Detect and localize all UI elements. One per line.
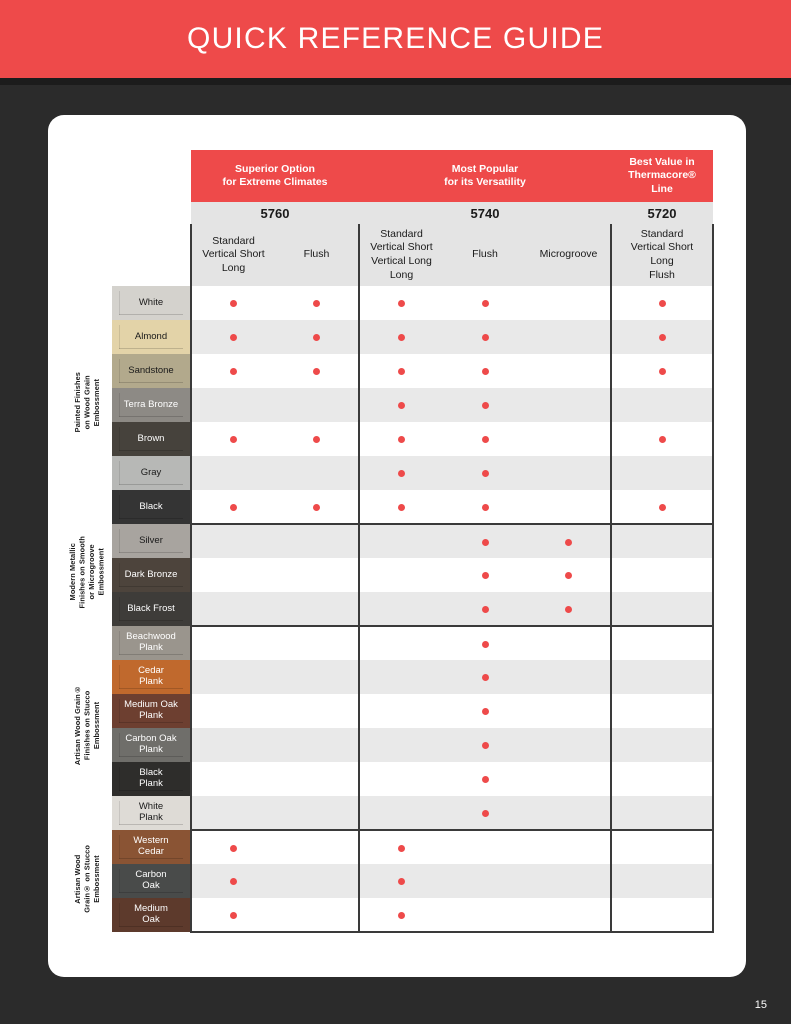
finish-swatch[interactable] <box>112 354 191 388</box>
finish-name: Silver <box>139 534 163 546</box>
availability-dot <box>313 436 320 443</box>
availability-cell-marked <box>191 830 275 864</box>
availability-cell-empty <box>275 660 359 694</box>
availability-cell-empty <box>359 660 443 694</box>
finish-swatch[interactable] <box>112 694 191 728</box>
finish-name: Black <box>139 500 163 512</box>
availability-cell-empty <box>443 898 527 932</box>
swatch-panel-line <box>119 314 183 315</box>
header-column-0: Standard Vertical Short Long <box>191 224 275 286</box>
table-row <box>62 422 713 456</box>
finish-name: Black Frost <box>127 602 175 614</box>
availability-dot <box>482 368 489 375</box>
availability-cell-empty <box>359 558 443 592</box>
availability-dot <box>482 402 489 409</box>
availability-dot <box>398 845 405 852</box>
table-row <box>62 592 713 626</box>
swatch-panel-line-vertical <box>119 835 120 859</box>
availability-cell-marked <box>275 320 359 354</box>
availability-cell-empty <box>275 830 359 864</box>
swatch-panel-line-vertical <box>119 869 120 893</box>
availability-dot <box>230 912 237 919</box>
swatch-panel-line <box>119 824 183 825</box>
header-column-3: Flush <box>443 224 527 286</box>
header-row-columns <box>62 224 713 286</box>
finish-name: Carbon Oak Plank <box>125 733 177 755</box>
availability-cell-empty <box>275 796 359 830</box>
finish-name: Carbon Oak <box>135 869 167 891</box>
availability-cell-empty <box>275 864 359 898</box>
swatch-panel-line-vertical <box>119 461 120 485</box>
reference-table <box>62 150 714 933</box>
availability-dot <box>230 334 237 341</box>
availability-cell-empty <box>527 320 611 354</box>
table-row <box>62 524 713 558</box>
availability-cell-empty <box>611 524 713 558</box>
availability-cell-marked <box>359 422 443 456</box>
swatch-panel-line <box>119 450 183 451</box>
swatch-panel-line-vertical <box>119 733 120 757</box>
finish-name: Medium Oak <box>134 903 168 925</box>
header-column-2: Standard Vertical Short Vertical Long Long <box>359 224 443 286</box>
swatch-panel-line <box>119 484 183 485</box>
availability-dot <box>398 334 405 341</box>
availability-cell-empty <box>275 898 359 932</box>
availability-dot <box>482 742 489 749</box>
availability-cell-empty <box>359 762 443 796</box>
swatch-panel-line-vertical <box>119 325 120 349</box>
swatch-panel-line-vertical <box>119 529 120 553</box>
header-column-5: Standard Vertical Short Long Flush <box>611 224 713 286</box>
availability-cell-empty <box>191 694 275 728</box>
table-row <box>62 558 713 592</box>
availability-dot <box>659 504 666 511</box>
availability-cell-marked <box>359 864 443 898</box>
availability-cell-marked <box>443 660 527 694</box>
swatch-panel-line-vertical <box>119 597 120 621</box>
availability-cell-empty <box>527 694 611 728</box>
availability-dot <box>398 436 405 443</box>
availability-cell-empty <box>611 796 713 830</box>
availability-cell-marked <box>611 422 713 456</box>
swatch-panel-line <box>119 722 183 723</box>
finish-name: Western Cedar <box>133 835 169 857</box>
availability-dot <box>398 504 405 511</box>
availability-cell-marked <box>275 354 359 388</box>
finish-swatch[interactable] <box>112 524 191 558</box>
availability-dot <box>482 708 489 715</box>
availability-dot <box>482 674 489 681</box>
availability-cell-empty <box>611 898 713 932</box>
availability-cell-marked <box>443 626 527 660</box>
header-row-groups <box>62 150 713 202</box>
finish-name: Sandstone <box>128 364 174 376</box>
swatch-panel-line <box>119 620 183 621</box>
availability-cell-empty <box>275 558 359 592</box>
availability-dot <box>230 436 237 443</box>
table-row <box>62 354 713 388</box>
availability-cell-empty <box>191 456 275 490</box>
swatch-panel-line <box>119 654 183 655</box>
table-row <box>62 286 713 320</box>
availability-dot <box>398 912 405 919</box>
header-corner-blank-2 <box>62 202 191 224</box>
availability-cell-empty <box>611 456 713 490</box>
availability-dot <box>482 334 489 341</box>
header-group-banner-5720: Best Value in Thermacore® Line <box>611 150 713 202</box>
availability-cell-empty <box>527 354 611 388</box>
availability-cell-marked <box>359 490 443 524</box>
availability-cell-empty <box>527 456 611 490</box>
availability-cell-empty <box>191 762 275 796</box>
availability-cell-empty <box>527 388 611 422</box>
availability-dot <box>482 539 489 546</box>
availability-dot <box>482 776 489 783</box>
finish-name: Gray <box>140 466 162 478</box>
header-model-5740: 5740 <box>359 202 611 224</box>
finish-name: Dark Bronze <box>124 568 178 580</box>
availability-dot <box>230 504 237 511</box>
header-group-banner-5740: Most Popular for its Versatility <box>359 150 611 202</box>
finish-swatch[interactable] <box>112 728 191 762</box>
availability-cell-marked <box>275 490 359 524</box>
availability-dot <box>398 368 405 375</box>
header-row-models <box>62 202 713 224</box>
availability-cell-empty <box>527 796 611 830</box>
table-row <box>62 660 713 694</box>
header-corner-blank <box>62 150 191 202</box>
swatch-panel-line-vertical <box>119 903 120 927</box>
availability-cell-empty <box>611 626 713 660</box>
finish-name: Terra Bronze <box>123 398 179 410</box>
page-number: 15 <box>754 999 767 1011</box>
table-row <box>62 694 713 728</box>
availability-cell-marked <box>443 490 527 524</box>
availability-cell-marked <box>359 388 443 422</box>
swatch-panel-line-vertical <box>119 427 120 451</box>
availability-cell-empty <box>359 796 443 830</box>
availability-cell-marked <box>359 286 443 320</box>
availability-cell-empty <box>275 456 359 490</box>
finish-swatch[interactable] <box>112 796 191 830</box>
table-body <box>62 286 713 932</box>
availability-dot <box>230 300 237 307</box>
availability-dot <box>659 436 666 443</box>
swatch-panel-line <box>119 790 183 791</box>
finish-swatch[interactable] <box>112 830 191 864</box>
availability-dot <box>482 606 489 613</box>
availability-cell-empty <box>275 592 359 626</box>
availability-cell-empty <box>359 694 443 728</box>
finish-swatch[interactable] <box>112 864 191 898</box>
availability-dot <box>398 300 405 307</box>
availability-dot <box>313 334 320 341</box>
table-row <box>62 388 713 422</box>
table-row <box>62 728 713 762</box>
swatch-panel-line-vertical <box>119 699 120 723</box>
swatch-panel-line-vertical <box>119 631 120 655</box>
availability-cell-marked <box>359 830 443 864</box>
availability-dot <box>313 368 320 375</box>
availability-dot <box>482 300 489 307</box>
availability-cell-empty <box>611 694 713 728</box>
availability-cell-empty <box>359 626 443 660</box>
availability-cell-empty <box>359 592 443 626</box>
availability-cell-empty <box>191 796 275 830</box>
group-label-0 <box>62 286 112 524</box>
swatch-panel-line <box>119 382 183 383</box>
availability-cell-empty <box>191 524 275 558</box>
finish-name: Cedar Plank <box>138 665 164 687</box>
finish-swatch[interactable] <box>112 388 191 422</box>
availability-cell-marked <box>443 524 527 558</box>
availability-cell-marked <box>443 694 527 728</box>
availability-cell-marked <box>443 286 527 320</box>
finish-swatch[interactable] <box>112 592 191 626</box>
availability-cell-empty <box>527 830 611 864</box>
availability-cell-empty <box>527 490 611 524</box>
finish-name: Black Plank <box>139 767 163 789</box>
finish-name: Almond <box>134 330 168 342</box>
availability-dot <box>398 878 405 885</box>
swatch-panel-line-vertical <box>119 359 120 383</box>
availability-dot <box>230 845 237 852</box>
availability-cell-marked <box>443 422 527 456</box>
availability-cell-empty <box>527 286 611 320</box>
availability-dot <box>565 539 572 546</box>
availability-dot <box>565 606 572 613</box>
availability-cell-empty <box>443 864 527 898</box>
availability-cell-marked <box>191 490 275 524</box>
availability-dot <box>313 300 320 307</box>
availability-cell-marked <box>443 762 527 796</box>
swatch-panel-line <box>119 552 183 553</box>
availability-cell-marked <box>275 286 359 320</box>
table-row <box>62 490 713 524</box>
table-row <box>62 796 713 830</box>
swatch-panel-line <box>119 518 183 519</box>
group-label-text: Artisan Wood Grain® on Stucco Embossment <box>72 844 101 913</box>
page-banner <box>0 0 791 78</box>
availability-cell-empty <box>611 864 713 898</box>
availability-dot <box>482 572 489 579</box>
availability-cell-empty <box>443 830 527 864</box>
swatch-panel-line-vertical <box>119 665 120 689</box>
swatch-panel-line <box>119 688 183 689</box>
swatch-panel-line <box>119 416 183 417</box>
swatch-panel-line <box>119 858 183 859</box>
banner-title: QUICK REFERENCE GUIDE <box>187 22 604 55</box>
availability-cell-empty <box>191 728 275 762</box>
finish-name: Brown <box>137 432 165 444</box>
availability-cell-empty <box>527 660 611 694</box>
finish-name: Beachwood Plank <box>126 631 176 653</box>
availability-cell-marked <box>359 320 443 354</box>
availability-cell-marked <box>611 320 713 354</box>
group-label-text: Painted Finishes on Wood Grain Embossment <box>72 372 101 433</box>
header-model-5720: 5720 <box>611 202 713 224</box>
swatch-panel-line <box>119 756 183 757</box>
swatch-panel-line <box>119 926 183 927</box>
availability-dot <box>659 368 666 375</box>
availability-cell-empty <box>527 898 611 932</box>
availability-dot <box>482 470 489 477</box>
availability-cell-empty <box>191 660 275 694</box>
finish-swatch[interactable] <box>112 320 191 354</box>
availability-dot <box>659 300 666 307</box>
availability-dot <box>565 572 572 579</box>
availability-cell-empty <box>275 388 359 422</box>
group-label-text: Artisan Wood Grain® Finishes on Stucco Embossment <box>72 685 101 766</box>
availability-dot <box>482 641 489 648</box>
availability-dot <box>482 436 489 443</box>
finish-swatch[interactable] <box>112 286 191 320</box>
availability-cell-empty <box>611 762 713 796</box>
table-row <box>62 830 713 864</box>
availability-cell-empty <box>275 728 359 762</box>
swatch-panel-line <box>119 892 183 893</box>
availability-cell-empty <box>611 660 713 694</box>
header-column-4: Microgroove <box>527 224 611 286</box>
availability-cell-empty <box>275 524 359 558</box>
availability-cell-marked <box>527 558 611 592</box>
swatch-panel-line-vertical <box>119 801 120 825</box>
group-label-3 <box>62 830 112 932</box>
swatch-panel-line-vertical <box>119 563 120 587</box>
group-label-1 <box>62 524 112 626</box>
header-model-5760: 5760 <box>191 202 359 224</box>
availability-cell-empty <box>527 762 611 796</box>
availability-cell-empty <box>359 524 443 558</box>
availability-dot <box>482 810 489 817</box>
finish-swatch[interactable] <box>112 898 191 932</box>
availability-cell-marked <box>527 524 611 558</box>
availability-cell-empty <box>191 388 275 422</box>
table-row <box>62 626 713 660</box>
availability-cell-empty <box>611 728 713 762</box>
availability-cell-empty <box>527 422 611 456</box>
availability-cell-empty <box>527 864 611 898</box>
availability-cell-empty <box>611 592 713 626</box>
availability-cell-marked <box>611 354 713 388</box>
swatch-panel-line-vertical <box>119 291 120 315</box>
availability-cell-empty <box>191 558 275 592</box>
header-column-1: Flush <box>275 224 359 286</box>
finish-swatch[interactable] <box>112 762 191 796</box>
availability-cell-marked <box>191 422 275 456</box>
finish-swatch[interactable] <box>112 558 191 592</box>
availability-cell-marked <box>443 558 527 592</box>
availability-cell-marked <box>191 898 275 932</box>
table-row <box>62 864 713 898</box>
finish-swatch[interactable] <box>112 626 191 660</box>
table-row <box>62 456 713 490</box>
banner-shadow-divider <box>0 78 791 85</box>
availability-cell-empty <box>527 728 611 762</box>
finish-name: Medium Oak Plank <box>124 699 178 721</box>
table-row <box>62 762 713 796</box>
availability-cell-empty <box>275 626 359 660</box>
header-group-banner-5760: Superior Option for Extreme Climates <box>191 150 359 202</box>
swatch-panel-line-vertical <box>119 767 120 791</box>
availability-dot <box>398 470 405 477</box>
swatch-panel-line-vertical <box>119 495 120 519</box>
availability-cell-marked <box>611 490 713 524</box>
finish-swatch[interactable] <box>112 422 191 456</box>
availability-cell-marked <box>527 592 611 626</box>
availability-cell-marked <box>443 592 527 626</box>
availability-cell-empty <box>191 592 275 626</box>
availability-cell-marked <box>191 286 275 320</box>
table-row <box>62 898 713 932</box>
availability-cell-marked <box>443 728 527 762</box>
table-header <box>62 150 713 286</box>
availability-cell-marked <box>443 354 527 388</box>
availability-cell-marked <box>443 796 527 830</box>
availability-cell-empty <box>359 728 443 762</box>
availability-cell-marked <box>443 320 527 354</box>
swatch-panel-line-vertical <box>119 393 120 417</box>
header-corner-blank-3 <box>62 224 191 286</box>
availability-cell-empty <box>611 830 713 864</box>
swatch-panel-line <box>119 586 183 587</box>
availability-cell-marked <box>611 286 713 320</box>
availability-cell-empty <box>527 626 611 660</box>
availability-cell-marked <box>191 354 275 388</box>
availability-cell-marked <box>191 864 275 898</box>
reference-card <box>48 115 746 977</box>
table-row <box>62 320 713 354</box>
availability-cell-empty <box>275 762 359 796</box>
availability-cell-marked <box>443 456 527 490</box>
availability-cell-empty <box>191 626 275 660</box>
availability-cell-marked <box>359 898 443 932</box>
swatch-panel-line <box>119 348 183 349</box>
availability-dot <box>398 402 405 409</box>
availability-dot <box>482 504 489 511</box>
availability-cell-marked <box>359 456 443 490</box>
availability-cell-empty <box>611 388 713 422</box>
group-label-2 <box>62 626 112 830</box>
availability-dot <box>659 334 666 341</box>
finish-swatch[interactable] <box>112 490 191 524</box>
finish-name: White Plank <box>138 801 164 823</box>
availability-dot <box>313 504 320 511</box>
finish-swatch[interactable] <box>112 660 191 694</box>
availability-cell-empty <box>611 558 713 592</box>
availability-cell-marked <box>359 354 443 388</box>
availability-cell-marked <box>191 320 275 354</box>
availability-cell-marked <box>443 388 527 422</box>
finish-name: White <box>138 296 164 308</box>
availability-dot <box>230 878 237 885</box>
availability-dot <box>230 368 237 375</box>
group-label-text: Modern Metallic Finishes on Smooth or Microgroove Embossment <box>68 536 106 609</box>
availability-cell-marked <box>275 422 359 456</box>
finish-swatch[interactable] <box>112 456 191 490</box>
availability-cell-empty <box>275 694 359 728</box>
